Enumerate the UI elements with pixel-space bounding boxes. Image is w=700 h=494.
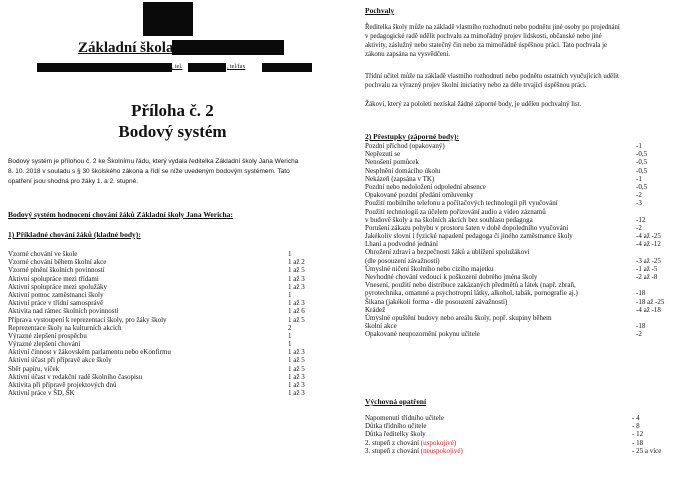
offence-label: Použití mobilního telefonu a počítačových technologií při vyučování bbox=[365, 199, 558, 208]
positive-label: Aktivní práce v třídní samosprávě bbox=[8, 299, 104, 308]
offence-value: -0,5 bbox=[636, 150, 648, 159]
offence-label: Opakované pozdní předání omluvenky bbox=[365, 191, 474, 200]
praise-line-7: pochvalu za výrazný projev školní iniciativy nebo za déle trvající úspěšnou práci. bbox=[365, 82, 587, 89]
intro-line-1: Bodový systém je přílohou č. 2 ke Školnímu řádu, který vydala ředitelka Základní školy Jana Wericha bbox=[8, 158, 299, 165]
offence-label: školní akce bbox=[365, 322, 397, 331]
offence-label: (dle posouzení závažnosti) bbox=[365, 256, 440, 265]
positive-label: Aktivní spolupráce mezi třídami bbox=[8, 274, 99, 283]
offence-label: Úmyslné opuštění budovy nebo areálu školy, popř. skupiny během bbox=[365, 313, 552, 322]
positive-value: 1 až 5 bbox=[288, 315, 305, 324]
positive-label: Aktivní spolupráce mezi spolužáky bbox=[8, 282, 107, 291]
offence-value: -2 bbox=[636, 191, 642, 200]
offence-value: -3 až -25 bbox=[636, 256, 661, 265]
offence-label: Vnesení, použití nebo distribuce zakázaných předmětů a látek (např. zbraň, bbox=[365, 281, 576, 290]
positive-label: Reprezentace školy na kulturních akcích bbox=[8, 323, 122, 332]
measure-value: - 12 bbox=[632, 430, 644, 439]
offence-label: Použití technologií za účelem pořizování audio a video záznamů bbox=[365, 207, 546, 216]
offence-label: Nepřezutí se bbox=[365, 150, 401, 159]
offence-label: Ohrožení zdraví a bezpečnosti žáků a ublížení spolužákovi bbox=[365, 248, 530, 257]
positive-label: Aktivní práce v ŠD, ŠK bbox=[8, 389, 75, 398]
offence-value bbox=[636, 314, 664, 322]
annex-title: Příloha č. 2 bbox=[131, 101, 214, 120]
measure-label bbox=[365, 414, 463, 422]
offences-heading: 2) Přestupky (záporné body): bbox=[365, 132, 459, 141]
measure-label bbox=[365, 422, 463, 430]
measure-label-text: 2. stupeň z chování bbox=[365, 438, 421, 447]
positive-label: Výrazné zlepšení chování bbox=[8, 340, 81, 349]
positive-value: 1 až 3 bbox=[288, 282, 305, 291]
positive-label: Aktivní účast v redakční radě školního časopisu bbox=[8, 372, 143, 381]
measures-heading: Výchovná opatření bbox=[365, 397, 427, 406]
positive-value: 1 až 3 bbox=[288, 274, 305, 283]
positive-labels bbox=[8, 250, 171, 397]
positive-value: 1 až 3 bbox=[288, 381, 305, 389]
offence-label: Nesplnění domácího úkolu bbox=[365, 166, 441, 175]
redacted-school-name bbox=[172, 40, 284, 55]
positive-value: 2 bbox=[288, 323, 292, 332]
contact-fax: , tel/fax bbox=[227, 64, 246, 70]
positive-heading: 1) Příkladné chování žáků (kladné body): bbox=[8, 230, 141, 239]
measure-label-grade: (neuspokojivé) bbox=[420, 446, 463, 455]
praise-line-2: v pedagogické radě udělit pochvalu za mimořádný projev lidskosti, občanské nebo jiné bbox=[365, 33, 602, 40]
offence-value: -2 bbox=[636, 330, 642, 339]
contact-tel: , tel. bbox=[172, 64, 183, 70]
praise-line-1: Ředitelka školy může na základě vlastního rozhodnutí nebo podnětu jiné osoby po projednání bbox=[365, 24, 620, 31]
offence-value: -3 bbox=[636, 199, 642, 208]
offence-value: -2 až -8 bbox=[636, 273, 658, 281]
offence-value: -0,5 bbox=[636, 166, 648, 175]
measure-value: - 25 a více bbox=[632, 446, 662, 455]
measure-label bbox=[365, 447, 463, 455]
praise-heading: Pochvaly bbox=[365, 6, 395, 15]
offence-value: -0,5 bbox=[636, 158, 648, 167]
positive-value: 1 až 3 bbox=[288, 348, 305, 357]
positive-label: Aktivita nad rámec školních povinností bbox=[8, 307, 119, 316]
measure-value: - 18 bbox=[632, 438, 644, 447]
offence-value: -12 bbox=[636, 215, 646, 224]
measure-label-grade: (uspokojivé) bbox=[420, 438, 457, 447]
offence-label: pyrotechnika, omamné a psychotropní látky, alkohol, tabák, pornografie aj.) bbox=[365, 289, 578, 298]
offence-value: -18 až -25 bbox=[636, 297, 665, 306]
offence-label: Pozdní nebo nedoložení odpolední absence bbox=[365, 182, 486, 191]
measure-label-text: Důtka třídního učitele bbox=[365, 422, 427, 431]
system-heading: Bodový systém hodnocení chování žáků Základní školy Jana Wericha: bbox=[8, 210, 233, 219]
offence-label: Opakované neupozornění pokynu učitele bbox=[365, 330, 480, 339]
positive-value: 1 až 6 bbox=[288, 307, 305, 316]
positive-value: 1 až 3 bbox=[288, 299, 305, 308]
offence-label: Krádež bbox=[365, 305, 386, 314]
school-title: Základní škola bbox=[78, 40, 174, 56]
praise-line-6: Třídní učitel může na základě vlastního rozhodnutí nebo podnětu ostatních vyučujících udělit bbox=[365, 73, 619, 80]
offence-label: Lhaní a podvodné jednání bbox=[365, 240, 438, 249]
redacted-logo bbox=[143, 2, 193, 36]
measure-label bbox=[365, 439, 463, 447]
positive-value: 1 až 3 bbox=[288, 389, 305, 398]
offence-label: Jakékoliv slovní i fyzické napadení pedagoga či jiného zaměstnance školy bbox=[365, 232, 573, 241]
positive-label: Sběr papíru, víček bbox=[8, 364, 60, 373]
offence-value: -18 bbox=[636, 322, 646, 331]
redacted-phone bbox=[188, 63, 226, 72]
offence-value: -0,5 bbox=[636, 182, 648, 191]
offence-value bbox=[636, 248, 664, 256]
offence-label: Šikana (jakékoli forma - dle posouzení závažnosti) bbox=[365, 297, 508, 306]
offence-value: -1 bbox=[636, 142, 642, 150]
positive-value: 1 bbox=[288, 250, 292, 258]
annex-subtitle: Bodový systém bbox=[118, 122, 227, 141]
measure-label-text: Napomenutí třídního učitele bbox=[365, 414, 444, 422]
offence-value: -18 bbox=[636, 289, 646, 298]
positive-value: 1 bbox=[288, 290, 292, 299]
positive-values bbox=[288, 250, 305, 397]
offence-label: Pozdní příchod (opakovaný) bbox=[365, 142, 445, 150]
offence-label: Nekázeň (zapsána v TK) bbox=[365, 174, 435, 183]
positive-label: Aktivní činnost v žákovském parlamentu nebo eKonfirmu bbox=[8, 348, 171, 357]
positive-label: Výrazné zlepšení prospěchu bbox=[8, 331, 87, 340]
offence-label: Nevhodné chování vedoucí k poškození dobrého jména školy bbox=[365, 273, 538, 281]
measure-labels bbox=[365, 414, 463, 455]
praise-line-3: aktivity, záslužný nebo statečný čin nebo za mimořádně úspěšnou práci. Tato pochvala je bbox=[365, 42, 608, 49]
offence-value: -1 bbox=[636, 174, 642, 183]
offence-value: -1 až -5 bbox=[636, 264, 658, 273]
positive-label: Vzorné plnění školních povinností bbox=[8, 266, 105, 275]
measure-label bbox=[365, 430, 463, 438]
positive-value: 1 až 2 bbox=[288, 258, 305, 267]
praise-line-4: zákonu zapsána na vysvědčení. bbox=[365, 51, 450, 58]
measure-values bbox=[632, 414, 661, 455]
positive-value: 1 až 3 bbox=[288, 372, 305, 381]
praise-line-9: Žákovi, který za pololetí nezískal žádné záporné body, je udělen pochvalný list. bbox=[365, 101, 582, 108]
offence-label: Nenošení pomůcek bbox=[365, 158, 419, 167]
offence-value bbox=[636, 281, 664, 289]
offence-label: Úmyslné ničení školního nebo cizího majetku bbox=[365, 264, 494, 273]
intro-line-3: opatření jsou shodná pro žáky 1. a 2. stupně. bbox=[8, 178, 139, 185]
offence-label: v budově školy a na školních akcích bez souhlasu pedagoga bbox=[365, 215, 533, 224]
offence-value: -4 až -12 bbox=[636, 240, 661, 249]
positive-label: Aktivita při přípravě projektových dnů bbox=[8, 381, 117, 389]
positive-value: 1 až 5 bbox=[288, 364, 305, 373]
positive-value: 1 bbox=[288, 340, 292, 349]
redacted-fax bbox=[262, 63, 312, 72]
measure-label-text: 3. stupeň z chování bbox=[365, 446, 421, 455]
positive-value: 1 až 5 bbox=[288, 356, 305, 365]
measure-value: - 4 bbox=[632, 414, 640, 422]
positive-label: Příprava vystoupení k reprezentaci školy, pro žáky školy bbox=[8, 315, 167, 324]
intro-line-2: 8. 10. 2018 v souladu s § 30 školského zákona a řídí se níže uvedeným bodovým systémem. Tato bbox=[8, 168, 290, 175]
offence-labels bbox=[365, 142, 578, 339]
positive-label: Aktivní pomoc zaměstnanci školy bbox=[8, 290, 104, 299]
positive-value: 1 až 5 bbox=[288, 266, 305, 275]
positive-label: Aktivní účast při přípravě akce školy bbox=[8, 356, 112, 365]
offence-value: -2 bbox=[636, 223, 642, 232]
offence-value: -4 až -25 bbox=[636, 232, 661, 241]
redacted-address bbox=[37, 63, 172, 72]
positive-value: 1 bbox=[288, 331, 292, 340]
offence-label: Porušení zákazu pohybu v prostoru šaten v době dopoledního vyučování bbox=[365, 223, 569, 232]
measure-label-text: Důtka ředitelky školy bbox=[365, 430, 426, 439]
positive-label: Vzorné chování ve škole bbox=[8, 250, 78, 258]
measure-value: - 8 bbox=[632, 422, 640, 431]
offence-value bbox=[636, 208, 664, 216]
offence-value: -4 až -18 bbox=[636, 305, 661, 314]
offence-values bbox=[636, 142, 664, 339]
positive-label: Vzorné chování během školní akce bbox=[8, 258, 107, 267]
